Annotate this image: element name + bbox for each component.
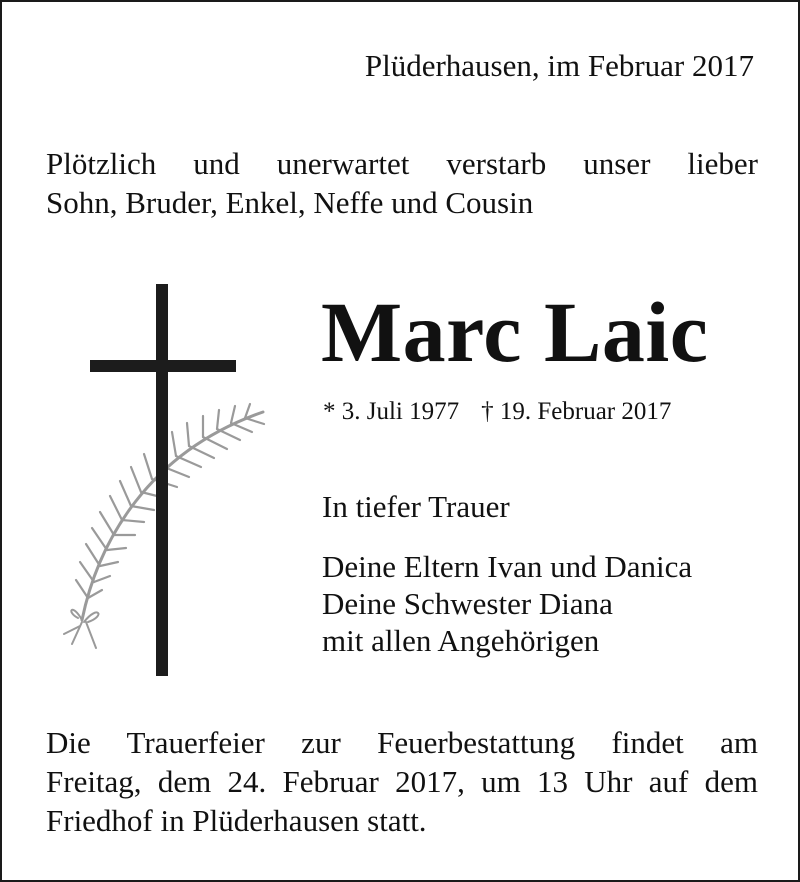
life-dates — [323, 397, 671, 427]
cross-icon — [90, 284, 236, 676]
intro-line-1: Plötzlich und unerwartet verstarb unser lieber — [46, 146, 758, 181]
intro-line-2: Sohn, Bruder, Enkel, Neffe und Cousin — [46, 185, 534, 220]
service-line-1: Die Trauerfeier zur Feuerbestattung findet am — [46, 725, 758, 760]
service-line-2: Freitag, dem 24. Februar 2017, um 13 Uhr auf dem — [46, 764, 758, 799]
place-date: Plüderhausen, im Februar 2017 — [364, 48, 754, 83]
family-list — [322, 548, 692, 659]
deceased-name: Marc Laic — [321, 284, 709, 380]
service-line-3: Friedhof in Plüderhausen statt. — [46, 803, 427, 838]
intro-text — [46, 144, 758, 222]
cross-with-palm — [58, 282, 278, 682]
family-line: Deine Eltern Ivan und Danica — [322, 549, 693, 584]
family-line: Deine Schwester Diana — [322, 586, 613, 621]
death-date: † 19. Februar 2017 — [481, 398, 672, 425]
service-text — [46, 723, 758, 840]
family-line: mit allen Angehörigen — [322, 623, 600, 658]
birth-date: * 3. Juli 1977 — [323, 398, 460, 425]
mourning-heading: In tiefer Trauer — [322, 489, 510, 524]
